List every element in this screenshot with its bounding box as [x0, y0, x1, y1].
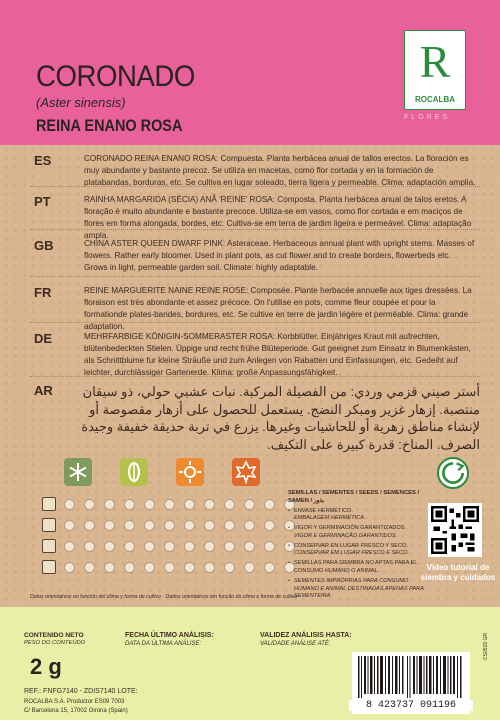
snowflake-icon [64, 458, 92, 486]
lang-code-de: DE [34, 331, 53, 346]
divider [30, 376, 480, 377]
maple-leaf-icon [232, 458, 260, 486]
validity-sub: VALIDADE ANÁLISE ATÉ: [260, 641, 331, 647]
lang-code-fr: FR [34, 285, 52, 300]
lang-code-gb: GB [34, 238, 54, 253]
lang-text-de: MEHRFARBIGE KÖNIGIN-SOMMERASTER ROSA: Korbblütler. Einjähriges Kraut mit aufrechten, blütenbedeckten Stielen. Üppige und recht frühe Blüteperiode. Gut geeignet zum Einsatz in Blumenkästen, als Schnittblume fur kleine Sträuße und zum Anlegen von Rabatten und Einfassungen, etc. Gedeiht auf leichter, durchlässiger Gartenerde. Klima: große Anpassungsfähigkeit. [84, 332, 471, 377]
footnote: Datos orientativos en función del clima y forma de cultivo · Dados orientativos em função do clima e forma de cultivo [30, 594, 298, 600]
reference: REF.: FNFG7140 - ZDIS7140 LOTE: [24, 688, 138, 695]
producer: ROCALBA S.A. Productor ES09 7003 [24, 699, 125, 705]
transplant-icon [42, 539, 56, 553]
seed-info-item: • CONSERVAR EN LUGAR FRESCO Y SECO. CONSERVAR EM LUGAR FRESCO E SECO. [288, 543, 428, 558]
logo-name: ROCALBA [415, 95, 455, 104]
net-content-label: CONTENIDO NETO [24, 632, 84, 639]
rocalba-logo [404, 30, 466, 110]
green-dot-recycling-icon [437, 457, 469, 489]
latin-name: (Aster sinensis) [36, 95, 126, 110]
lang-text-es: CORONADO REINA ENANO ROSA: Compuesta. Planta herbácea anual de tallos erectos. La floración es muy abundante y bastante precoz. Se utiliza en macetas, como flor cortada y en la formación de platabandas, borduras, etc. Se cultiva en lugar soleado, tierra ligera y permeable. Clima: adaptación amplia. [84, 154, 476, 187]
analysis-sub: DATA DA ÚLTIMA ANÁLISE: [125, 641, 202, 647]
seed-info-item: • ENVASE HERMÉTICO. EMBALAGEM HERMÉTICA. [288, 508, 428, 523]
lang-text-ar: أستر صيني قزمي وردي: من الفصيلة المركبة. نبات عشبي حولي، ذو سيقان منتصبة. إزهار غزير ومبكر النضج. يستعمل للحصول على أزهار مقصوصة أو لإنشاء مناطق زهرية أو للحاشيات وغيرها. يزرع في تربة حديقة خفيفة وجيدة الصرف. المناخ: قدرة كبيرة على التكيف. [81, 384, 480, 452]
calendar-row [42, 539, 298, 555]
calendar-row [42, 560, 298, 576]
seed-info-item: • SEMENTES IMPRÓPRIAS PARA CONSUMO HUMANO E ANIMAL DESTINADAS APENAS PARA SEMENTEIRA. [288, 578, 428, 601]
seed-icon [120, 458, 148, 486]
logo-subtitle: FLORES [404, 114, 451, 121]
direct-sowing-icon [42, 518, 56, 532]
flowering-icon [42, 560, 56, 574]
product-title: CORONADO [36, 60, 195, 93]
divider [30, 186, 480, 187]
analysis-label: FECHA ÚLTIMO ANÁLISIS: [125, 632, 214, 639]
lang-text-fr: REINE MARGUERITE NAINE REINE ROSE: Composée. Plante herbacée annuelle aux tiges dressées. La floraison est très abondante et assez précoce. On l'utilise en pots, comme fleur coupée et pour la formationde plates-bandes, bordures, etc. Se cultive en terre de jardin légère et perméable. Clima: grande adaptation. [84, 286, 472, 331]
net-weight: 2 g [30, 654, 62, 679]
side-code: CS0519 GR [483, 633, 489, 660]
divider [30, 276, 480, 277]
video-tutorial-label: Vídeo tutorial de siembra y cuidados [420, 563, 496, 583]
barcode-number: 8 423737 091196 [349, 700, 473, 711]
lang-code-es: ES [34, 153, 52, 168]
barcode-bars [352, 652, 470, 700]
sun-icon [176, 458, 204, 486]
divider [30, 229, 480, 230]
validity-label: VALIDEZ ANÁLISIS HASTA: [260, 632, 352, 639]
divider [30, 322, 480, 323]
seed-info-item: • SEMILLAS PARA SIEMBRA NO APTAS PARA EL CONSUMO HUMANO O ANIMAL. [288, 560, 428, 575]
address: C/ Barcelona 15, 17002 Girona (Spain) [24, 708, 128, 714]
calendar-row [42, 518, 298, 534]
lang-text-pt: RAINHA MARGARIDA (SÉCIA) ANÃ 'REINE' ROSA: Composta. Planta herbácea anual de talos eretos. A floração é muito abundante e bastante precoce. Utiliza-se em vasos, como flor cortada e em maciços de flores em forma alongada, bordes, etc. Cultiva-se em terra de jardim ligeira e permeável. Clima: adaptação ampla. [84, 195, 472, 240]
seed-info-item: • VIGOR Y GERMINACIÓN GARANTIZADOS. VIGOR E GERMINAÇÃO GARANTIDOS. [288, 525, 428, 540]
seed-info-header: SEMILLAS / SEMENTES / SEEDS / SEMENCES / SAMEN / بذور [288, 490, 420, 504]
qr-code[interactable] [428, 503, 482, 557]
calendar-row [42, 497, 298, 513]
seed-info [288, 490, 428, 603]
lang-text-gb: CHINA ASTER QUEEN DWARF PINK: Asteraceae. Herbaceous annual plant with upright stems. Masses of flowers. Rather early bloomer. Used in plant pots, as cut flower and to create borders, flowerbeds etc. Grows in light, permeable garden soil. Climate: highly adaptable. [84, 239, 475, 272]
logo-letter: R [419, 36, 451, 87]
lang-code-ar: AR [34, 383, 53, 398]
net-content-sub: PESO DO CONTEÚDO [24, 640, 86, 646]
pot-sowing-icon [42, 497, 56, 511]
variety-name: REINA ENANO ROSA [36, 116, 183, 135]
lang-code-pt: PT [34, 194, 51, 209]
